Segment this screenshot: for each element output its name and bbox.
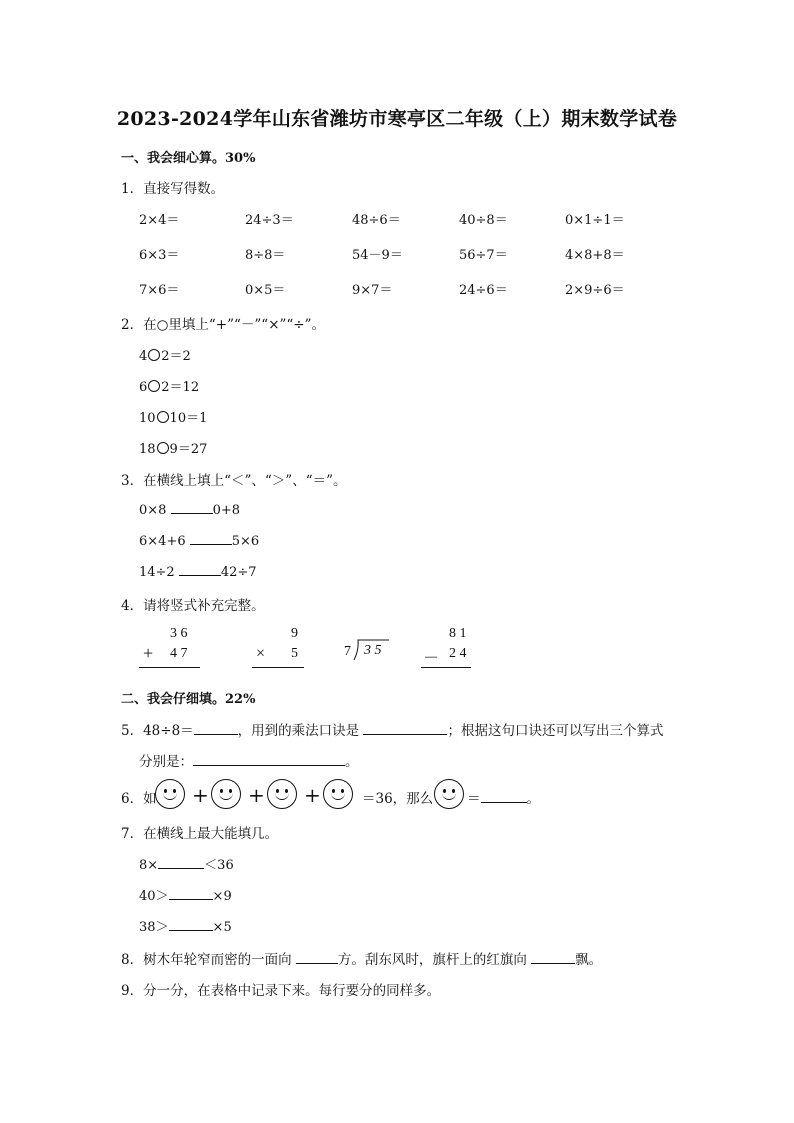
section-2-heading: 二、我会仔细填。22% (121, 692, 256, 707)
q1-label: 1．直接写得数。 (121, 181, 225, 197)
operator-circle[interactable] (157, 411, 169, 423)
answer-blank[interactable] (169, 887, 213, 900)
answer-blank[interactable] (481, 790, 527, 803)
q3-item: 14÷2 42÷7 (139, 565, 257, 580)
q1-item: 24÷3＝ (245, 213, 294, 228)
q1-item: 6×3＝ (139, 248, 180, 263)
answer-blank[interactable] (169, 918, 213, 931)
smiley-face-icon (155, 779, 185, 809)
q1-item: 40÷8＝ (459, 213, 508, 228)
smiley-face-icon (323, 779, 353, 809)
q7-item: 8× ＜36 (139, 858, 234, 873)
page-title: 2023-2024学年山东省潍坊市寒亭区二年级（上）期末数学试卷 (116, 108, 678, 130)
q1-item: 56÷7＝ (459, 248, 508, 263)
smiley-face-icon (211, 779, 241, 809)
plus-sign: + (192, 783, 209, 807)
q6-equals: ＝36，那么 (362, 791, 434, 807)
q2-item: 4 2＝2 (139, 349, 191, 364)
q4-label: 4．请将竖式补充完整。 (121, 598, 265, 614)
answer-blank[interactable] (296, 951, 338, 964)
q5-line-2: 分别是： 。 (139, 754, 359, 770)
q1-item: 24÷6＝ (459, 283, 508, 298)
q9-label: 9．分一分，在表格中记录下来。每行要分的同样多。 (121, 983, 441, 999)
answer-blank[interactable] (531, 951, 575, 964)
q1-item: 0×5＝ (245, 283, 286, 298)
q8-line: 8．树木年轮窄而密的一面向 方。刮东风时，旗杆上的红旗向 飘。 (121, 952, 603, 968)
smiley-face-icon (434, 779, 464, 809)
q6-prefix: 6．如 (121, 791, 157, 807)
q3-label: 3．在横线上填上“＜”、“＞”、“＝”。 (121, 473, 347, 489)
q1-item: 4×8+8＝ (565, 248, 625, 263)
product-line (252, 667, 304, 668)
q3-item: 6×4+6 5×6 (139, 534, 260, 549)
q6-answer: ＝ 。 (467, 791, 540, 807)
q1-item: 7×6＝ (139, 283, 180, 298)
q2-item: 10 10＝1 (139, 411, 208, 426)
operator-circle[interactable] (157, 442, 169, 454)
q7-label: 7．在横线上最大能填几。 (121, 826, 279, 842)
answer-blank[interactable] (158, 856, 204, 869)
q1-item: 2×4＝ (139, 213, 180, 228)
q7-item: 40＞ ×9 (139, 889, 232, 904)
answer-blank[interactable] (179, 563, 221, 576)
q2-item: 6 2＝12 (139, 380, 200, 395)
answer-blank[interactable] (193, 753, 345, 766)
operator-circle[interactable] (148, 380, 160, 392)
plus-sign: + (248, 783, 265, 807)
smiley-face-icon (267, 779, 297, 809)
section-1-heading: 一、我会细心算。30% (121, 151, 256, 166)
q5-line-1: 5．48÷8＝ ，用到的乘法口诀是 ；根据这句口诀还可以写出三个算式 (121, 723, 664, 739)
q1-item: 2×9÷6＝ (565, 283, 625, 298)
plus-sign: + (304, 783, 321, 807)
q1-item: 9×7＝ (352, 283, 393, 298)
q2-label: 2．在○里填上“+”“－”“×”“÷”。 (121, 317, 326, 333)
operator-circle[interactable] (148, 349, 160, 361)
q1-item: 48÷6＝ (352, 213, 401, 228)
difference-line (421, 667, 471, 668)
q7-item: 38＞ ×5 (139, 920, 232, 935)
q1-item: 8÷8＝ (245, 248, 286, 263)
q3-item: 0×8 0+8 (139, 503, 241, 518)
answer-blank[interactable] (190, 532, 232, 545)
q1-item: 0×1÷1＝ (565, 213, 625, 228)
sum-line (139, 667, 200, 668)
answer-blank[interactable] (363, 722, 447, 735)
answer-blank[interactable] (194, 722, 238, 735)
answer-blank[interactable] (171, 501, 213, 514)
q2-item: 18 9＝27 (139, 442, 208, 457)
q1-item: 54－9＝ (352, 248, 403, 263)
